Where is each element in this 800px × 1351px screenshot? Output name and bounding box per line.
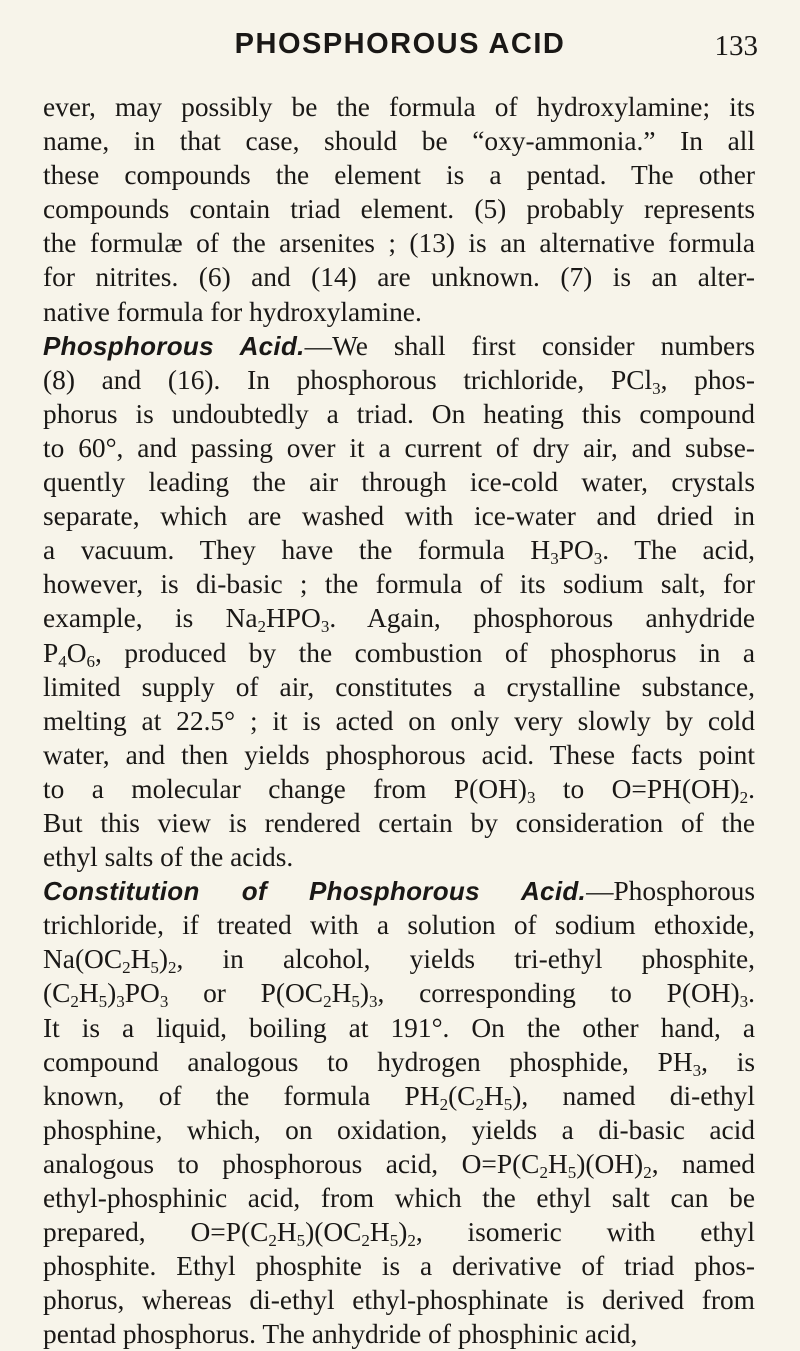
subscript: 4 <box>58 651 67 671</box>
text-line: ever, may possibly be the formula of hydroxylamine; its <box>43 92 755 122</box>
text-line: ethyl-phosphinic acid, from which the ethyl salt can be <box>43 1183 755 1213</box>
text-line: phosphite. Ethyl phosphite is a derivative of triad phos- <box>43 1251 755 1282</box>
text-line: however, is di-basic ; the formula of its sodium salt, for <box>43 569 755 600</box>
text-line: a vacuum. They have the formula $H_3PO_3$. The acid, <box>43 535 755 569</box>
subscript: 3 <box>116 992 125 1012</box>
text-line: Constitution of Phosphorous Acid.—Phosphorous <box>43 876 755 907</box>
text-line: name, in that case, should be “oxy-ammonia.” In all <box>43 126 755 157</box>
running-head <box>0 28 800 68</box>
text-line: analogous to phosphorous acid, $O=P(C_2H_5)(OH)_2$, named <box>43 1148 755 1182</box>
subscript: 2 <box>257 617 267 637</box>
page-title: PHOSPHOROUS ACID <box>234 28 566 60</box>
text-line: ethyl salts of the acids. <box>43 842 294 873</box>
text-line: compound analogous to hydrogen phosphide, $PH_3$, is <box>43 1046 756 1080</box>
subscript: 3 <box>320 617 330 637</box>
text-line: separate, which are washed with ice-water and dried in <box>43 501 755 532</box>
subscript: 6 <box>86 651 96 671</box>
subscript: 3 <box>159 992 169 1012</box>
text-line: $Na(OC_2H_5)_2$, in alcohol, yields tri-ethyl phosphite, <box>43 944 755 978</box>
text-line: limited supply of air, constitutes a crystalline substance, <box>43 671 755 702</box>
text-line: prepared, $O=P(C_2H_5)(OC_2H_5)_2$, isomeric with ethyl <box>43 1217 755 1251</box>
text-line: to 60°, and passing over it a current of dry air, and subse- <box>43 432 755 463</box>
text-line: example, is $Na_2HPO_3$. Again, phosphorous anhydride <box>43 603 755 637</box>
text-line: compounds contain triad element. (5) probably represents <box>43 194 755 225</box>
text-line: Phosphorous Acid.—We shall first consider numbers <box>43 330 755 361</box>
text-line: $P_4O_6$, produced by the combustion of phosphorus in a <box>43 637 755 671</box>
text-line: native formula for hydroxylamine. <box>43 296 422 327</box>
subscript: 5 <box>567 1162 577 1182</box>
subscript: 2 <box>361 1231 370 1251</box>
subscript: 5 <box>389 1231 399 1251</box>
text-line: It is a liquid, boiling at 191°. On the other hand, a <box>43 1012 755 1043</box>
text-line: trichloride, if treated with a solution of sodium ethoxide, <box>43 910 755 941</box>
subscript: 2 <box>739 787 749 807</box>
subscript: 2 <box>70 992 79 1012</box>
subscript: 3 <box>652 378 661 398</box>
text-line: melting at 22.5° ; it is acted on only very slowly by cold <box>43 705 755 736</box>
text-line: for nitrites. (6) and (14) are unknown. (7) is an alter- <box>43 262 755 293</box>
subscript: 3 <box>692 1060 702 1080</box>
subscript: 5 <box>351 992 360 1012</box>
subscript: 3 <box>550 549 559 569</box>
text-line: $(C_2H_5)_3PO_3$ or $P(OC_2H_5)_3$, corresponding to $P(OH)_3$. <box>43 978 755 1012</box>
text-line: phorus is undoubtedly a triad. On heating this compound <box>43 398 755 429</box>
section-heading: Phosphorous Acid. <box>43 330 305 361</box>
subscript: 2 <box>168 958 177 978</box>
subscript: 3 <box>593 549 603 569</box>
text-line: quently leading the air through ice-cold water, crystals <box>43 467 755 498</box>
text-line: the formulæ of the arsenites ; (13) is an alternative formula <box>43 228 755 259</box>
text-line: But this view is rendered certain by consideration of the <box>43 807 755 838</box>
subscript: 5 <box>150 958 159 978</box>
body-text <box>43 90 755 1351</box>
subscript: 3 <box>739 992 749 1012</box>
text-line: phosphine, which, on oxidation, yields a di-basic acid <box>43 1114 755 1145</box>
subscript: 2 <box>268 1231 277 1251</box>
subscript: 2 <box>643 1162 652 1182</box>
text-line: these compounds the element is a pentad. The other <box>43 160 755 191</box>
subscript: 2 <box>407 1231 416 1251</box>
subscript: 5 <box>98 992 108 1012</box>
text-line: pentad phosphorus. The anhydride of phosphinic acid, <box>43 1319 638 1350</box>
subscript: 5 <box>296 1231 306 1251</box>
subscript: 2 <box>539 1162 548 1182</box>
section-heading: Constitution of Phosphorous Acid. <box>43 876 587 907</box>
text-line: known, of the formula $PH_2(C_2H_5)$, named di-ethyl <box>43 1080 755 1114</box>
text-line: phorus, whereas di-ethyl ethyl-phosphinate is derived from <box>43 1285 755 1316</box>
page-number: 133 <box>714 30 758 62</box>
text-line: water, and then yields phosphorous acid. These facts point <box>43 739 755 770</box>
subscript: 2 <box>475 1094 484 1114</box>
subscript: 2 <box>323 992 332 1012</box>
subscript: 3 <box>526 787 536 807</box>
subscript: 2 <box>439 1094 449 1114</box>
subscript: 3 <box>368 992 378 1012</box>
text-line: to a molecular change from $P(OH)_3$ to $O=PH(OH)_2$. <box>43 773 755 807</box>
text-line: (8) and (16). In phosphorous trichloride, PCl$_3$, phos- <box>43 364 755 398</box>
subscript: 5 <box>503 1094 513 1114</box>
subscript: 2 <box>122 958 131 978</box>
